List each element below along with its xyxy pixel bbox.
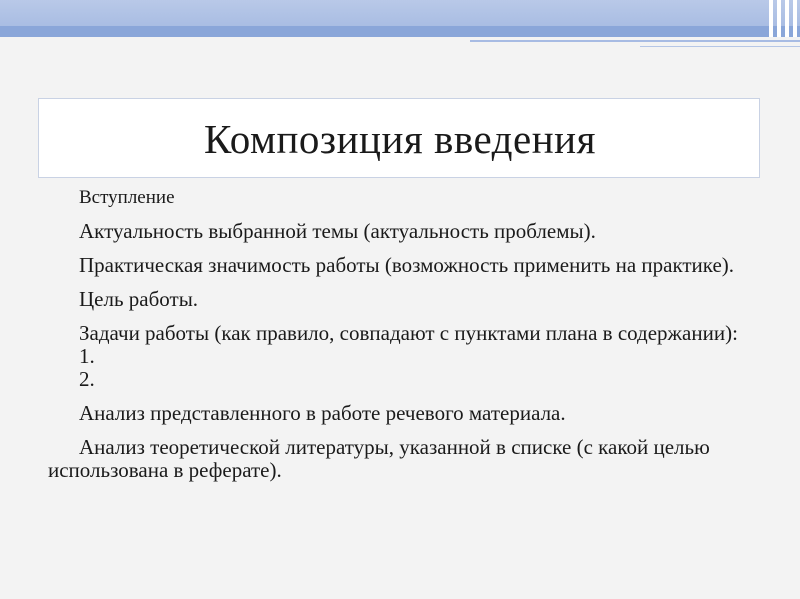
header-accent-line: [470, 40, 800, 42]
list-item: Вступление: [79, 187, 175, 208]
sub-item: 2.: [79, 367, 95, 391]
list-item: Практическая значимость работы (возможность применить на практике).: [79, 253, 735, 277]
slide-content: [48, 186, 748, 493]
list-item: [48, 322, 748, 391]
list-item: Актуальность выбранной темы (актуальность проблемы).: [79, 219, 596, 243]
header-stripe: [769, 0, 773, 37]
header-stripe: [785, 0, 789, 37]
slide-title: Композиция введения: [204, 116, 596, 162]
header-stripe: [793, 0, 797, 37]
header-bar-light: [0, 0, 800, 26]
list-item-text: Задачи работы (как правило, совпадают с пунктами плана в содержании):: [79, 321, 738, 345]
header-bar: [0, 26, 800, 37]
list-item: Анализ представленного в работе речевого материала.: [79, 401, 566, 425]
header-accent-line-short: [640, 46, 800, 47]
list-item: Цель работы.: [79, 287, 199, 311]
sub-item: 1.: [79, 344, 95, 368]
list-item: Анализ теоретической литературы, указанной в списке (с какой целью использована в реферате).: [48, 435, 710, 482]
header-stripe: [777, 0, 781, 37]
